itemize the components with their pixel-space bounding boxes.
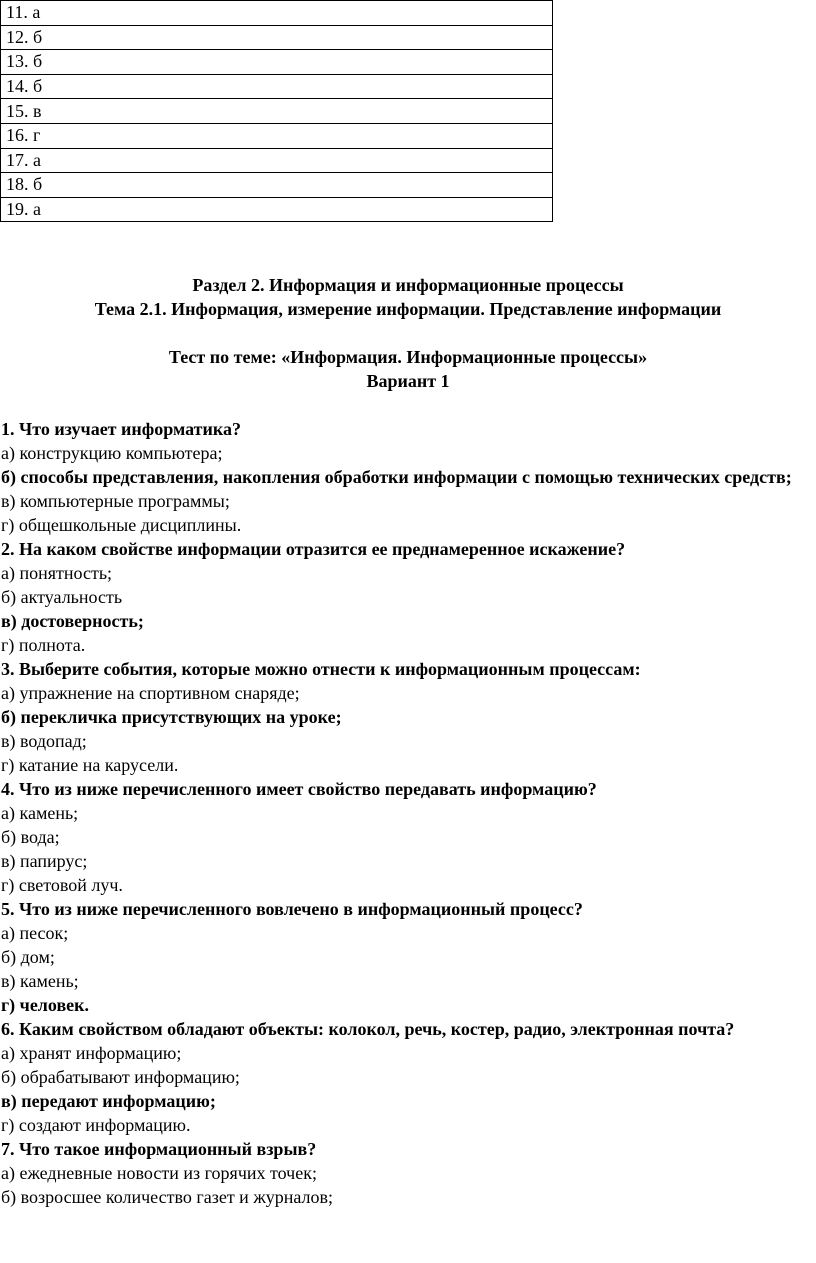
section-heading: Раздел 2. Информация и информационные процессы [192, 275, 624, 296]
question-block [1, 417, 814, 537]
answer-option-correct: б) перекличка присутствующих на уроке; [1, 707, 342, 728]
topic-heading: Тема 2.1. Информация, измерение информации. Представление информации [94, 299, 722, 320]
question-block [1, 537, 814, 657]
answer-option: б) вода; [1, 827, 60, 848]
table-row [1, 148, 553, 173]
answers-table [0, 0, 553, 222]
answer-option: а) понятность; [1, 563, 113, 584]
answer-option-correct: в) достоверность; [1, 611, 144, 632]
answer-option: б) дом; [1, 947, 55, 968]
answer-option-correct: б) способы представления, накопления обработки информации с помощью технических средств; [1, 467, 792, 488]
questions-list [0, 417, 816, 1209]
answer-cell: 17. а [1, 148, 553, 173]
table-row [1, 74, 553, 99]
answer-option: в) компьютерные программы; [1, 491, 230, 512]
answer-option: б) возросшее количество газет и журналов; [1, 1187, 334, 1208]
answer-option: г) световой луч. [1, 875, 123, 896]
question-text: 2. На каком свойстве информации отразится ее преднамеренное искажение? [1, 539, 626, 560]
question-text: 7. Что такое информационный взрыв? [1, 1139, 317, 1160]
question-text: 1. Что изучает информатика? [1, 419, 241, 440]
table-row [1, 197, 553, 222]
answer-option: г) создают информацию. [1, 1115, 191, 1136]
question-text: 6. Каким свойством обладают объекты: колокол, речь, костер, радио, электронная почта? [1, 1019, 735, 1040]
test-title: Тест по теме: «Информация. Информационные процессы» [168, 347, 648, 368]
question-block [1, 1137, 814, 1209]
answer-option: в) водопад; [1, 731, 87, 752]
answer-cell: 11. а [1, 1, 553, 26]
answer-option: г) общешкольные дисциплины. [1, 515, 242, 536]
question-block [1, 657, 814, 777]
answer-option: б) актуальность [1, 587, 123, 608]
question-block [1, 777, 814, 897]
answer-cell: 19. а [1, 197, 553, 222]
answer-cell: 15. в [1, 99, 553, 124]
table-row [1, 173, 553, 198]
question-block [1, 1017, 814, 1137]
question-text: 5. Что из ниже перечисленного вовлечено в информационный процесс? [1, 899, 583, 920]
answer-option: б) обрабатывают информацию; [1, 1067, 240, 1088]
answer-option: а) упражнение на спортивном снаряде; [1, 683, 300, 704]
answer-option: а) песок; [1, 923, 69, 944]
question-text: 4. Что из ниже перечисленного имеет свойство передавать информацию? [1, 779, 597, 800]
variant-label: Вариант 1 [366, 371, 450, 392]
answers-table-body [1, 1, 553, 222]
answer-cell: 14. б [1, 74, 553, 99]
answer-cell: 16. г [1, 123, 553, 148]
question-block [1, 897, 814, 1017]
answer-option: г) полнота. [1, 635, 86, 656]
heading-spacer [0, 321, 816, 345]
answer-option-correct: в) передают информацию; [1, 1091, 216, 1112]
answer-option: в) папирус; [1, 851, 88, 872]
answer-option: а) конструкцию компьютера; [1, 443, 223, 464]
table-row [1, 123, 553, 148]
answer-option-correct: г) человек. [1, 995, 90, 1016]
headings-block [0, 273, 816, 393]
answer-option: а) ежедневные новости из горячих точек; [1, 1163, 317, 1184]
answer-option: в) камень; [1, 971, 79, 992]
answer-option: а) хранят информацию; [1, 1043, 182, 1064]
answer-cell: 18. б [1, 173, 553, 198]
table-row [1, 25, 553, 50]
question-text: 3. Выберите события, которые можно отнести к информационным процессам: [1, 659, 641, 680]
answer-cell: 12. б [1, 25, 553, 50]
answer-option: а) камень; [1, 803, 79, 824]
answer-option: г) катание на карусели. [1, 755, 179, 776]
answer-cell: 13. б [1, 50, 553, 75]
table-row [1, 99, 553, 124]
table-row [1, 1, 553, 26]
table-row [1, 50, 553, 75]
